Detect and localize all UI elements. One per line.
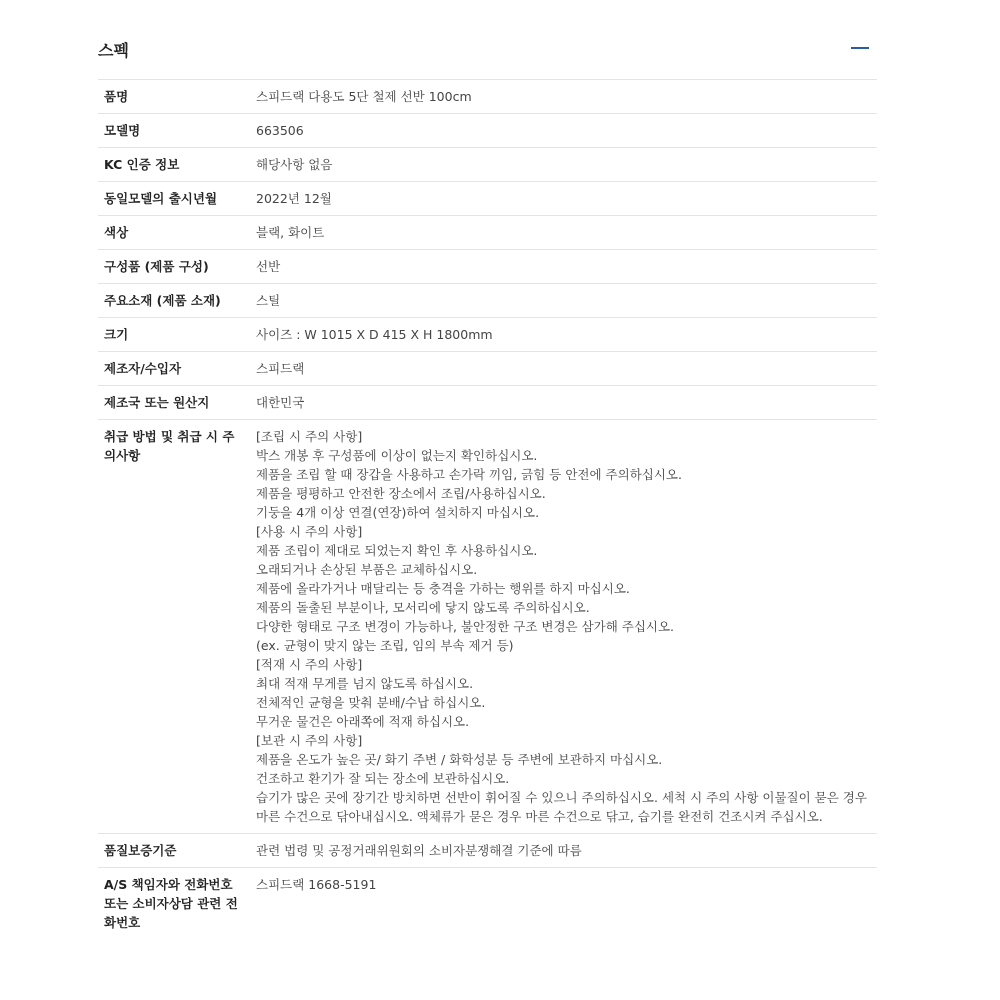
spec-row <box>98 250 877 284</box>
spec-row <box>98 834 877 868</box>
spec-row <box>98 318 877 352</box>
spec-value-line: 사이즈 : W 1015 X D 415 X H 1800mm <box>256 327 493 342</box>
spec-value-line: 663506 <box>256 123 304 138</box>
spec-label: 모델명 <box>98 114 250 148</box>
spec-value-line: 관련 법령 및 공정거래위원회의 소비자분쟁해결 기준에 따름 <box>256 843 582 858</box>
spec-value-line: 건조하고 환기가 잘 되는 장소에 보관하십시오. <box>256 771 510 786</box>
spec-row <box>98 182 877 216</box>
spec-value <box>250 80 877 114</box>
spec-value-line: 스피드랙 <box>256 361 305 376</box>
spec-value-line: 최대 적재 무게를 넘지 않도록 하십시오. <box>256 676 474 691</box>
spec-value <box>250 834 877 868</box>
minus-icon-bar <box>851 47 869 49</box>
spec-value-line: 스피드랙 다용도 5단 철제 선반 100cm <box>256 89 472 104</box>
spec-value-line: 습기가 많은 곳에 장기간 방치하면 선반이 휘어질 수 있으니 주의하십시오. 세척 시 주의 사항 이물질이 묻은 경우 마른 수건으로 닦아내십시오. 액체류가 묻은 경우 마른 수건으로 닦고, 습기를 완전히 건조시켜 주십시오. <box>256 790 867 824</box>
spec-value-line: 2022년 12월 <box>256 191 332 206</box>
spec-label: 제조국 또는 원산지 <box>98 386 250 420</box>
spec-row <box>98 216 877 250</box>
spec-label: 크기 <box>98 318 250 352</box>
spec-value-line: 오래되거나 손상된 부품은 교체하십시오. <box>256 562 478 577</box>
spec-header <box>98 24 877 80</box>
spec-value-line: 스피드랙 1668-5191 <box>256 877 377 892</box>
spec-value <box>250 386 877 420</box>
spec-value-line: 다양한 형태로 구조 변경이 가능하나, 불안정한 구조 변경은 삼가해 주십시오. <box>256 619 675 634</box>
spec-value-line: [조립 시 주의 사항] <box>256 429 363 444</box>
spec-row <box>98 420 877 834</box>
spec-value-line: 제품을 조립 할 때 장갑을 사용하고 손가락 끼임, 긁힘 등 안전에 주의하십시오. <box>256 467 682 482</box>
spec-label: KC 인증 정보 <box>98 148 250 182</box>
spec-row <box>98 352 877 386</box>
spec-row <box>98 284 877 318</box>
spec-label: 색상 <box>98 216 250 250</box>
spec-label: 품명 <box>98 80 250 114</box>
spec-value-line: 제품에 올라가거나 매달리는 등 충격을 가하는 행위를 하지 마십시오. <box>256 581 630 596</box>
spec-value-line: 스틸 <box>256 293 281 308</box>
spec-value <box>250 868 877 940</box>
spec-value-line: 제품을 온도가 높은 곳/ 화기 주변 / 화학성분 등 주변에 보관하지 마십시오. <box>256 752 663 767</box>
spec-row <box>98 868 877 940</box>
spec-row <box>98 386 877 420</box>
spec-value-line: [적재 시 주의 사항] <box>256 657 363 672</box>
spec-value-line: 대한민국 <box>256 395 305 410</box>
minus-icon[interactable] <box>848 36 872 60</box>
spec-value-line: 블랙, 화이트 <box>256 225 325 240</box>
spec-value <box>250 250 877 284</box>
spec-label: 품질보증기준 <box>98 834 250 868</box>
spec-label: 제조자/수입자 <box>98 352 250 386</box>
spec-value-line: 기둥을 4개 이상 연결(연장)하여 설치하지 마십시오. <box>256 505 540 520</box>
spec-value <box>250 420 877 834</box>
spec-label: A/S 책임자와 전화번호 또는 소비자상담 관련 전화번호 <box>104 877 238 930</box>
spec-value-line: 무거운 물건은 아래쪽에 적재 하십시오. <box>256 714 470 729</box>
spec-label: 동일모델의 출시년월 <box>98 182 250 216</box>
spec-value-line: 선반 <box>256 259 281 274</box>
section-title: 스펙 <box>98 41 129 60</box>
spec-value <box>250 284 877 318</box>
spec-value-line: (ex. 균형이 맞지 않는 조립, 임의 부속 제거 등) <box>256 638 514 653</box>
spec-value <box>250 352 877 386</box>
spec-label: 취급 방법 및 취급 시 주의사항 <box>98 420 250 834</box>
spec-value <box>250 318 877 352</box>
spec-row <box>98 148 877 182</box>
spec-value-line: [사용 시 주의 사항] <box>256 524 363 539</box>
spec-value <box>250 216 877 250</box>
spec-label: 구성품 (제품 구성) <box>98 250 250 284</box>
spec-table <box>98 80 877 939</box>
spec-value <box>250 182 877 216</box>
spec-label: 주요소재 (제품 소재) <box>98 284 250 318</box>
spec-row <box>98 80 877 114</box>
spec-value-line: 전체적인 균형을 맞춰 분배/수납 하십시오. <box>256 695 486 710</box>
spec-table-body <box>98 80 877 939</box>
spec-value-line: 제품의 돌출된 부분이나, 모서리에 닿지 않도록 주의하십시오. <box>256 600 590 615</box>
spec-value-line: 해당사항 없음 <box>256 157 333 172</box>
spec-panel <box>98 24 877 939</box>
spec-value-line: 제품 조립이 제대로 되었는지 확인 후 사용하십시오. <box>256 543 538 558</box>
spec-value <box>250 114 877 148</box>
spec-value-line: 제품을 평평하고 안전한 장소에서 조립/사용하십시오. <box>256 486 546 501</box>
spec-value <box>250 148 877 182</box>
spec-row <box>98 114 877 148</box>
spec-value-line: [보관 시 주의 사항] <box>256 733 363 748</box>
spec-value-line: 박스 개봉 후 구성품에 이상이 없는지 확인하십시오. <box>256 448 538 463</box>
